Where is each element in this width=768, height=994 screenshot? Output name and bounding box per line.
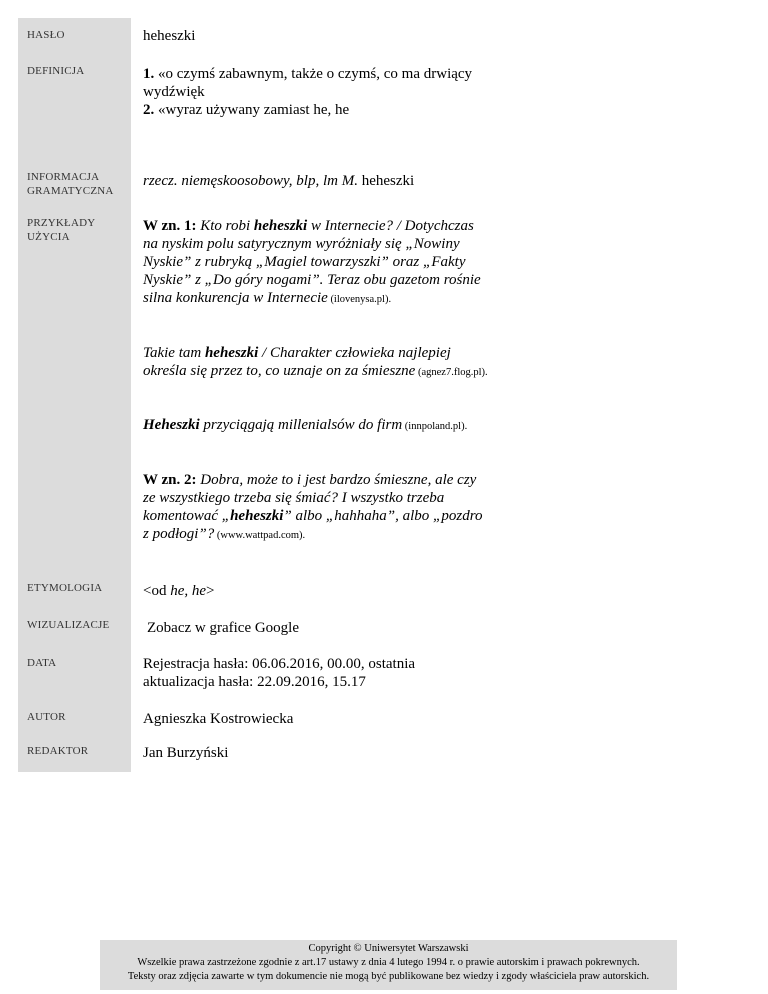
label-haslo: HASŁO (27, 29, 65, 41)
author-name: Agnieszka Kostrowiecka (143, 711, 294, 727)
definitions (143, 65, 488, 119)
label-data: DATA (27, 657, 57, 669)
copyright-footer (100, 940, 677, 990)
label-wizualizacje: WIZUALIZACJE (27, 619, 110, 631)
footer-line-2: Wszelkie prawa zastrzeżone zgodnie z art.17 ustawy z dnia 4 lutego 1994 r. o prawie autorskim i prawach pokrewnych. (137, 957, 640, 968)
example-1: W zn. 1: Kto robi heheszki w Internecie? / Dotychczas na nyskim polu satyrycznym wyróżniały się „Nowiny Nyskie” z rubryką „Magiel towarzyszki” oraz „Fakty Nyskie” z „Do góry nogami”. Teraz obu gazetom rośnie silna konkurencja w Internecie (ilovenysa.pl). (143, 218, 481, 306)
definition-2: 2. «wyraz używany zamiast he, he (143, 102, 350, 118)
label-redaktor: REDAKTOR (27, 745, 89, 757)
google-images-link[interactable]: Zobacz w grafice Google (147, 620, 300, 636)
footer-line-1: Copyright © Uniwersytet Warszawski (308, 943, 469, 954)
headword: heheszki (143, 28, 196, 44)
label-autor: AUTOR (27, 711, 66, 723)
editor-name: Jan Burzyński (143, 745, 229, 761)
label-informacja-gramatyczna: INFORMACJA GRAMATYCZNA (27, 171, 114, 197)
footer-line-3: Teksty oraz zdjęcia zawarte w tym dokumencie nie mogą być publikowane bez wiedzy i zgody właściciela praw autorskich. (127, 971, 650, 982)
label-definicja: DEFINICJA (27, 65, 85, 77)
grammar-info: rzecz. niemęskoosobowy, blp, lm M. heheszki (143, 173, 415, 189)
definition-1: 1. «o czymś zabawnym, także o czymś, co ma drwiący wydźwięk (143, 66, 473, 100)
example-3: Heheszki przyciągają millenialsów do firm (innpoland.pl). (143, 417, 468, 433)
example-4: W zn. 2: Dobra, może to i jest bardzo śmieszne, ale czy ze wszystkiego trzeba się śmiać? I wszystko trzeba komentować „heheszki” albo „hahhaha”, albo „pozdro z podłogi”? (www.wattpad.com). (143, 472, 483, 542)
example-2: Takie tam heheszki / Charakter człowieka najlepiej określa się przez to, co uznaje on za śmieszne (agnez7.flog.pl). (143, 345, 488, 379)
etymology: <od he, he> (143, 583, 215, 599)
label-etymologia: ETYMOLOGIA (27, 582, 103, 594)
label-przyklady-uzycia: PRZYKŁADY UŻYCIA (27, 217, 96, 243)
date-info: Rejestracja hasła: 06.06.2016, 00.00, ostatnia aktualizacja hasła: 22.09.2016, 15.17 (143, 656, 416, 690)
